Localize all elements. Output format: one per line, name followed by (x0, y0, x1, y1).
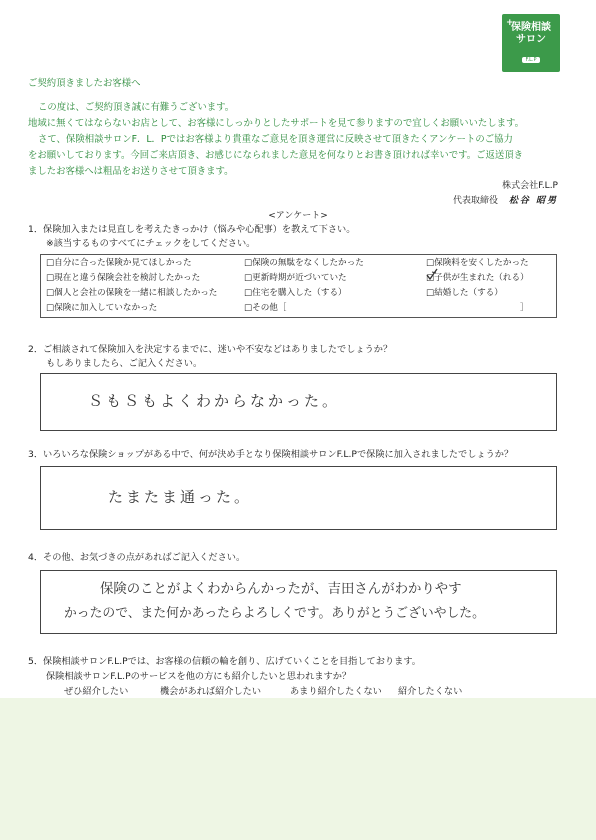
intro-line-1: この度は、ご契約頂き誠に有難うございます。 (38, 102, 235, 113)
q1-option-11-close: ］ (520, 303, 529, 313)
intro-line-2: 地域に無くてはならないお店として、お客様にしっかりとしたサポートを見て参りますので宜しくお願いいたします。 (28, 118, 524, 129)
q3-answer: たまたま通った。 (108, 488, 253, 506)
logo-line1: 保険相談 (511, 22, 551, 33)
q1-option-7[interactable]: □個人と会社の保険を一緒に相談したかった (46, 288, 218, 298)
q2-question: 2．ご相談されて保険加入を決定するまでに、迷いや不安などはありましたでしょうか？ (28, 344, 393, 355)
q1-question: 1．保険加入または見直しを考えたきっかけ（悩みや心配事）を教えて下さい。 (28, 224, 356, 235)
q5-option-3[interactable]: あまり紹介したくない (290, 686, 382, 697)
signer-name: 松谷 昭男 (508, 196, 558, 206)
q1-option-5[interactable]: □更新時期が近づいていた (244, 273, 347, 283)
q1-option-6-box: □ (426, 273, 435, 283)
q5-subquestion: 保険相談サロンF.L.Pのサービスを他の方にも紹介したいと思われますか？ (46, 671, 352, 682)
q1-option-9[interactable]: □結婚した（する） (426, 288, 503, 298)
q4-question: 4．その他、お気づきの点があればご記入ください。 (28, 552, 246, 563)
q1-option-1[interactable]: □自分に合った保険か見てほしかった (46, 258, 192, 268)
q1-option-3[interactable]: □保険料を安くしたかった (426, 258, 529, 268)
q1-option-2[interactable]: □保険の無駄をなくしたかった (244, 258, 364, 268)
intro-line-3: さて、保険相談サロンF．L．Pではお客様より貴重なご意見を頂き運営に反映させて頂きたくアンケートのご協力 (38, 134, 513, 145)
intro-paragraph (28, 100, 568, 180)
q1-option-6-label: 子供が生まれた（れる） (434, 273, 529, 283)
signer-title: 代表取締役 (452, 196, 498, 206)
q5-question: 5．保険相談サロンF.L.Pでは、お客様の信頼の輪を創り、広げていくことを目指しております。 (28, 656, 421, 667)
intro-line-4: をお願いしております。今回ご来店頂き、お感じになられました意見を何なりとお書き頂ければ幸いです。ご返送頂き (28, 150, 524, 161)
logo-line2: サロン (516, 34, 546, 45)
q2-answer: ＳもＳもよくわからなかった。 (88, 392, 341, 410)
q3-question: 3．いろいろな保険ショップがある中で、何が決め手となり保険相談サロンF.L.Pで保険に加入されましたでしょうか？ (28, 449, 514, 460)
logo-tag: F.L.P (522, 57, 539, 63)
bottom-panel (0, 698, 596, 840)
q1-option-11[interactable]: □その他［ (244, 303, 287, 313)
q4-answer-line2: かったので、また何かあったらよろしくです。ありがとうございやした。 (64, 606, 485, 621)
logo-plus-mark: + (506, 18, 514, 28)
q5-option-2[interactable]: 機会があれば紹介したい (160, 686, 262, 697)
signature (453, 193, 558, 209)
checkmark-icon (426, 268, 438, 282)
q1-option-4[interactable]: □現在と違う保険会社を検討したかった (46, 273, 201, 283)
survey-title: <アンケート> (268, 211, 328, 221)
q2-note: もしありましたら、ご記入ください。 (46, 358, 203, 369)
q1-option-8[interactable]: □住宅を購入した（する） (244, 288, 347, 298)
intro-line-5: ましたお客様へは粗品をお送りさせて頂きます。 (28, 166, 234, 177)
q1-option-10[interactable]: □保険に加入していなかった (46, 303, 158, 313)
q1-option-6-checked[interactable] (426, 272, 529, 285)
greeting: ご契約頂きましたお客様へ (28, 78, 141, 89)
company-logo (502, 14, 560, 72)
q1-note: ※該当するものすべてにチェックをしてください。 (46, 238, 256, 249)
q5-option-4[interactable]: 紹介したくない (398, 686, 463, 697)
company-name: 株式会社F.L.P (502, 181, 558, 191)
q4-answer-line1: 保険のことがよくわからんかったが、吉田さんがわかりやす (100, 582, 462, 597)
q5-option-1[interactable]: ぜひ紹介したい (64, 686, 129, 697)
